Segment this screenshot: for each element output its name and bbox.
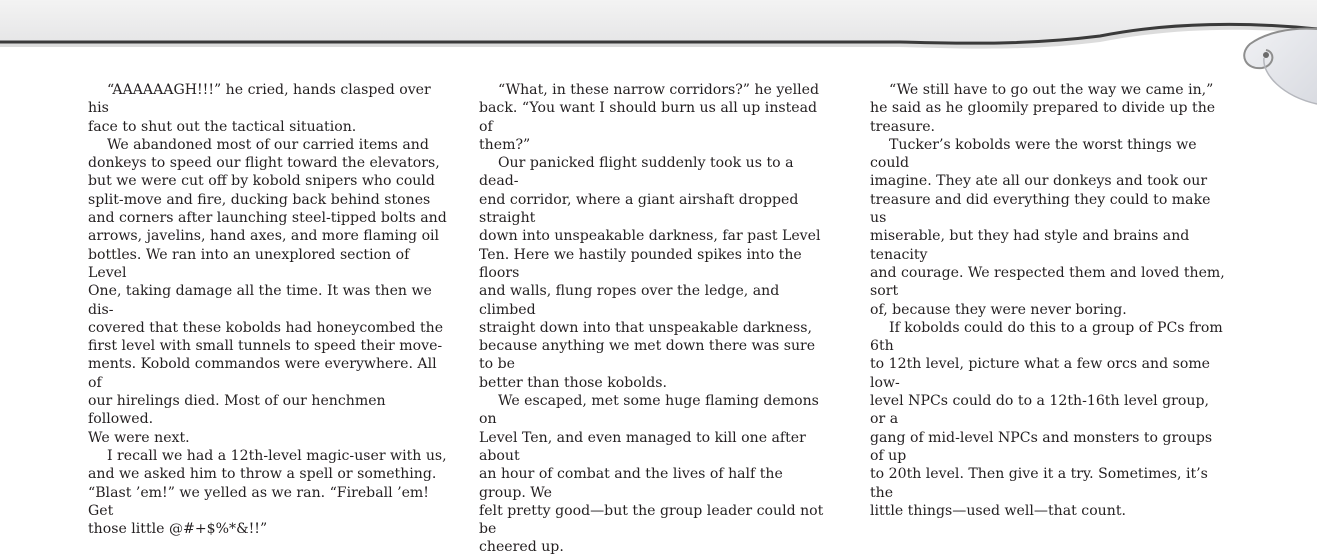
paragraph: Tucker’s kobolds were the worst things we could imagine. They ate all our donkeys and took our treasure and did everything they could to make us miserable, but they had style and brains and tenacity and courage. We respected them and loved them, sort of, because they were never boring.: [870, 136, 1225, 318]
paragraph: “What, in these narrow corridors?” he yelled back. “You want I should burn us all up instead of them?”: [479, 82, 820, 153]
paragraph: Our panicked flight suddenly took us to a dead- end corridor, where a giant airshaft dropped straight down into unspeakable darkness, far past Level Ten. Here we hastily pounded spikes into the floors and walls, flung ropes over the ledge, and climbed straight down into that unspeakable darkness, because anything we met down there was sure to be better than those kobolds.: [479, 155, 821, 391]
curl-ornament-dot: [1263, 52, 1269, 58]
paragraph: We abandoned most of our carried items and donkeys to speed our flight toward the elevators, but we were cut off by kobold snipers who could split-move and fire, ducking back behind stones and corners after launching steel-tipped bolts and arrows, javelins, hand axes, and more flaming oil bottles. We ran into an unexplored section of Level One, taking damage all the time. It was then we dis- covered that these kobolds had honeycombed the first level with small tunnels to speed their move- ments. Kobold commandos were everywhere. All of our hirelings died. Most of our henchmen followed. We were next.: [88, 136, 447, 446]
text-column-2: [479, 81, 831, 557]
paragraph: We escaped, met some huge flaming demons on Level Ten, and even managed to kill one after about an hour of combat and the lives of half the group. We felt pretty good—but the group leader could not be cheered up.: [479, 393, 824, 556]
paragraph: I recall we had a 12th-level magic-user with us, and we asked him to throw a spell or something. “Blast ’em!” we yelled as we ran. “Fireball ’em! Get those little @#+$%*&!!”: [88, 447, 447, 538]
paragraph: “We still have to go out the way we came in,” he said as he gloomily prepared to divide up the treasure.: [870, 82, 1216, 135]
text-column-1: [88, 81, 448, 538]
paragraph: “AAAAAAGH!!!” he cried, hands clasped over his face to shut out the tactical situation.: [88, 82, 431, 135]
text-column-3: [870, 81, 1226, 520]
paragraph: If kobolds could do this to a group of PCs from 6th to 12th level, picture what a few orcs and some low- level NPCs could do to a 12th-16th level group, or a gang of mid-level NPCs and monsters to groups of up to 20th level. Then give it a try. Sometimes, it’s the little things—used well—that count.: [870, 319, 1223, 519]
